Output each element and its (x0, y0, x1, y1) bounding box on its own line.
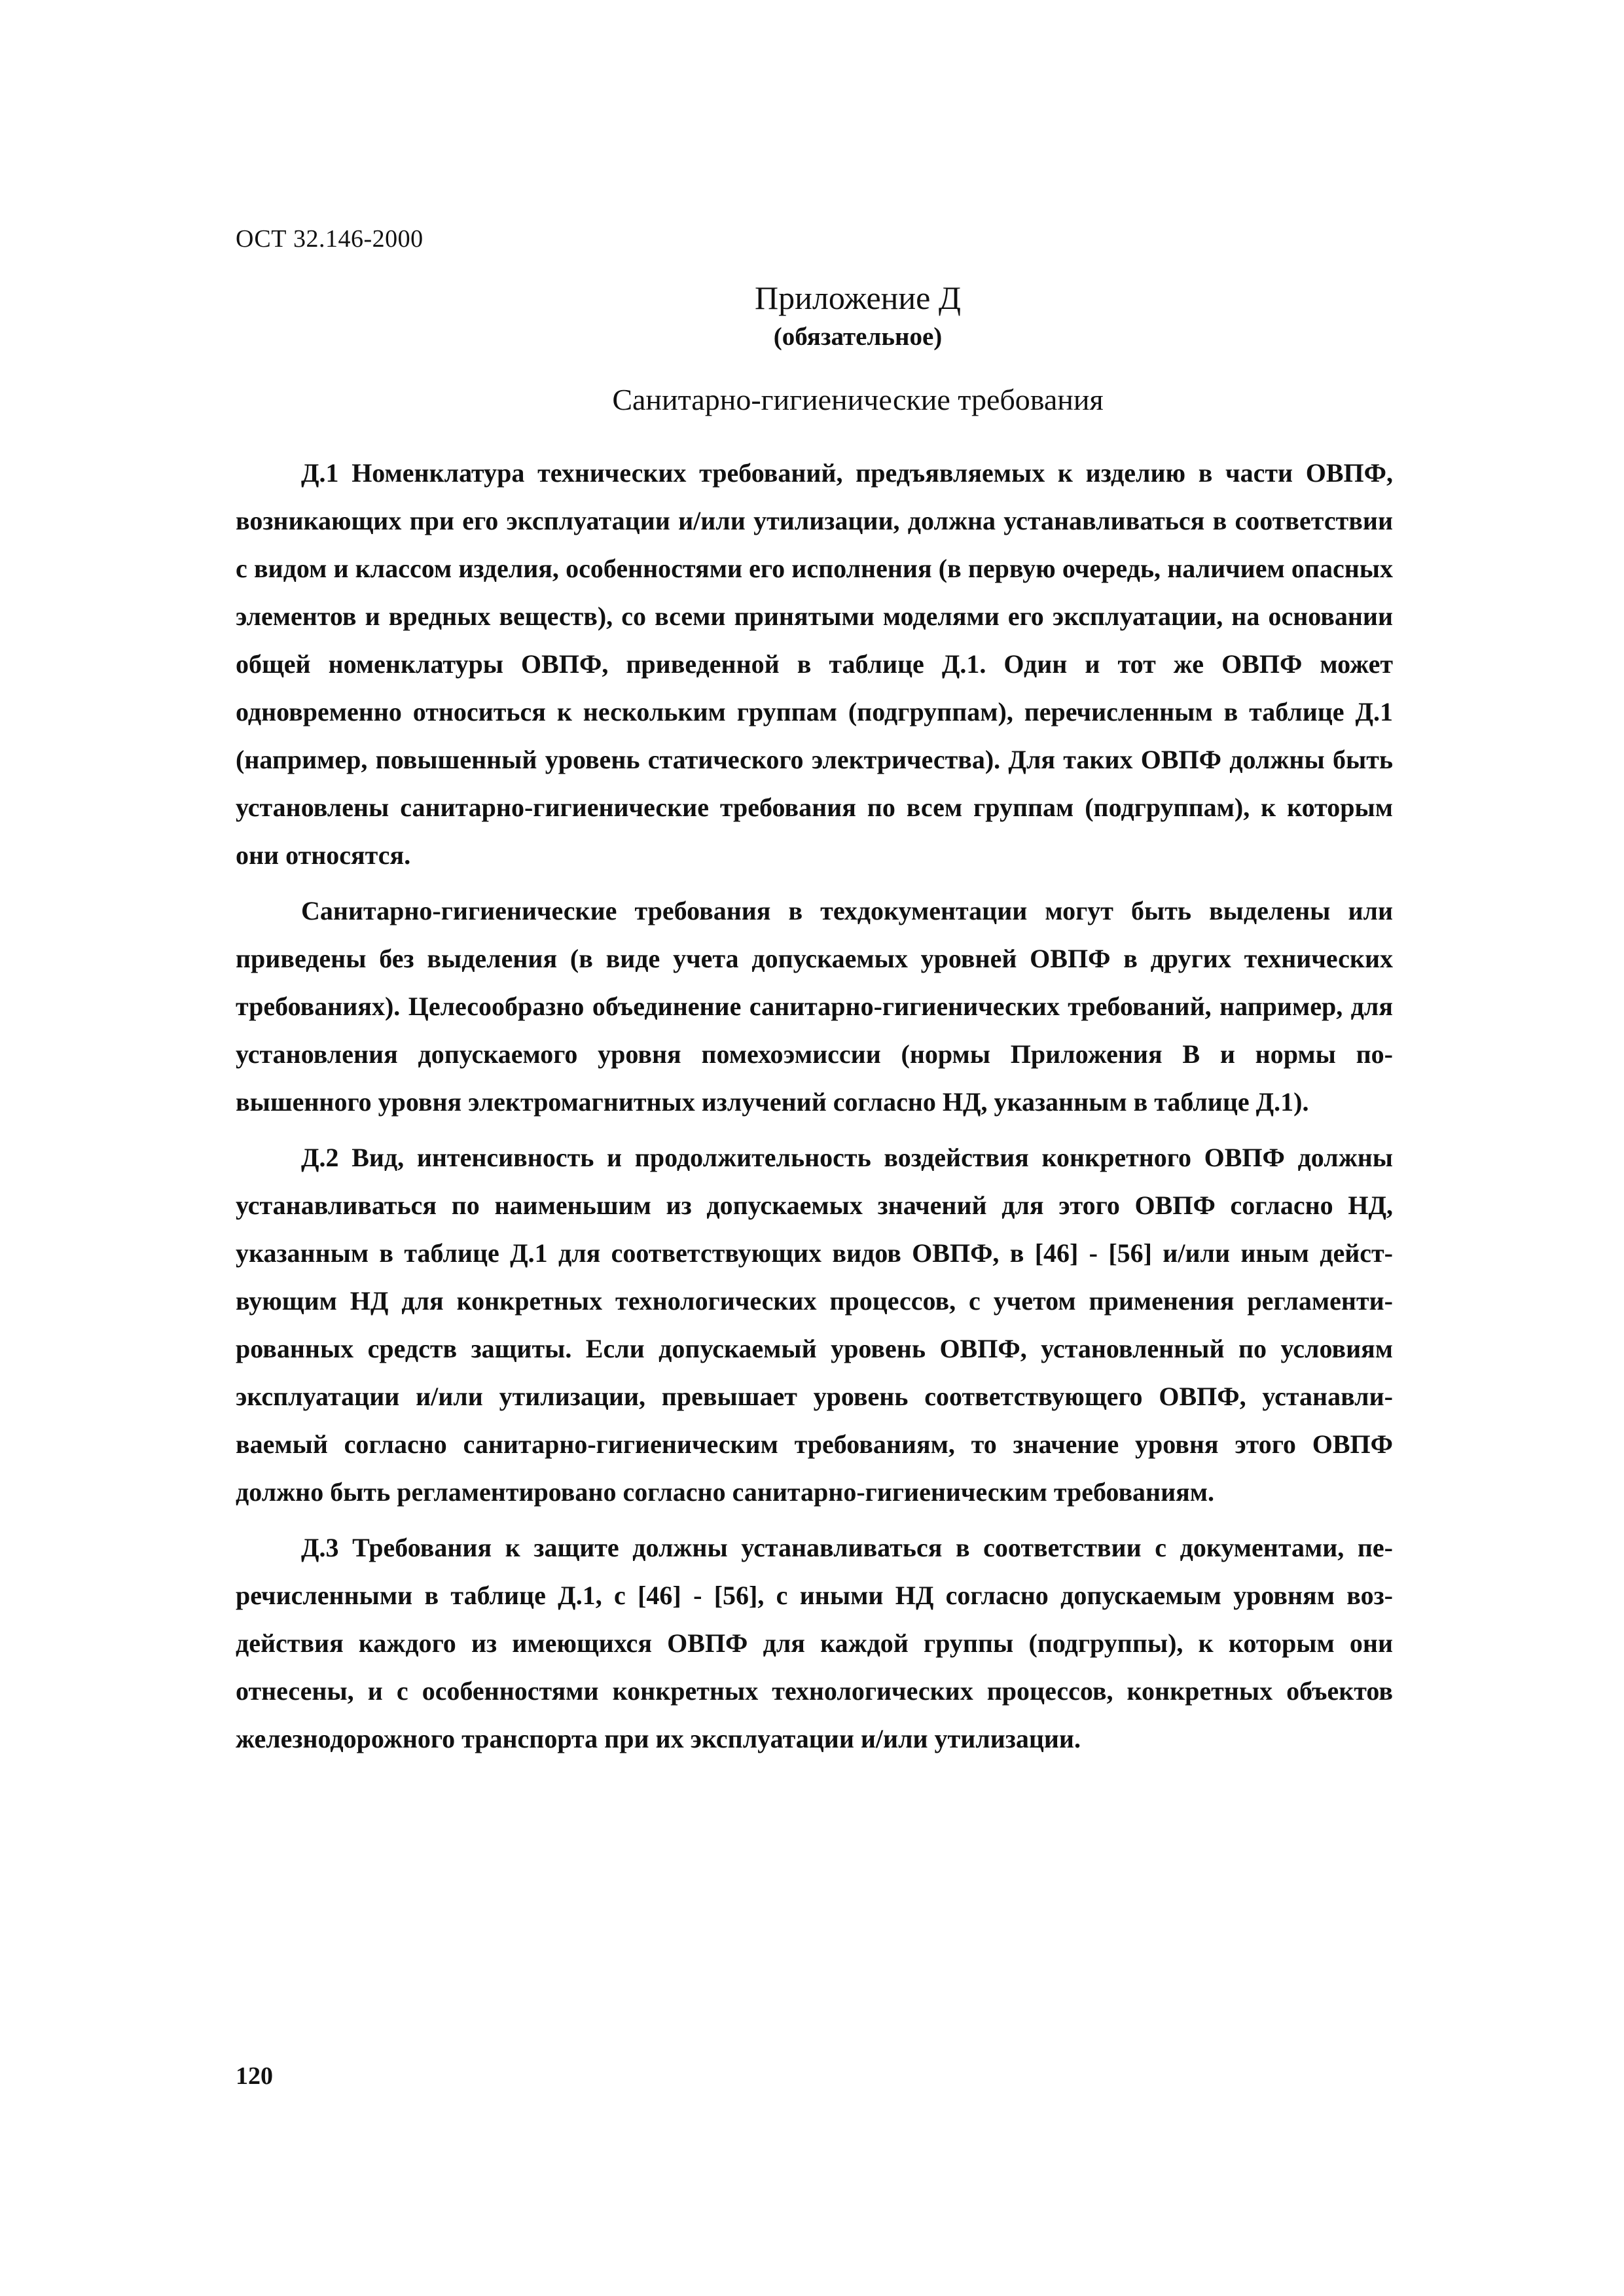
section-title: Санитарно-гигиенические требования (612, 383, 1104, 416)
paragraph-sanitary-requirements: Санитарно-гигиенические требования в техдокументации могут быть выделены или приведены без выделения (в виде учета допускаемых уровней ОВПФ в других технических требованиях). Целесообразно объединение санитарно-гигиенических требований, например, для установления допускаемого уровня помехоэмиссии (нормы Приложения В и нормы повышенного уровня электромагнитных излучений согласно НД, указанным в таблице Д.1). (236, 896, 1393, 1117)
paragraph-d3: Д.3 Требования к защите должны устанавливаться в соответствии с документами, перечисленными в таблице Д.1, с [46] - [56], с иными НД согласно допускаемым уровням воздействия каждого из имеющихся ОВПФ для каждой группы (подгруппы), к которым они отнесены, и с особенностями конкретных технологических процессов, конкретных объектов железнодорожного транспорта при их эксплуатации и/или утилизации. (236, 1533, 1393, 1753)
body-text (236, 449, 1393, 1770)
annex-status: (обязательное) (773, 323, 943, 351)
annex-title: Приложение Д (755, 279, 961, 316)
page-number: 120 (236, 2062, 273, 2090)
document-code: ОСТ 32.146-2000 (236, 225, 424, 253)
paragraph-d2: Д.2 Вид, интенсивность и продолжительность воздействия конкретного ОВПФ должны устанавливаться по наименьшим из допускаемых значений для этого ОВПФ согласно НД, указанным в таблице Д.1 для соответствующих видов ОВПФ, в [46] - [56] и/или иным действующим НД для конкретных технологических процессов, с учетом применения регламентированных средств защиты. Если допускаемый уровень ОВПФ, установленный по условиям эксплуатации и/или утилизации, превышает уровень соответствующего ОВПФ, устанавливаемый согласно санитарно-гигиеническим требованиям, то значение уровня этого ОВПФ должно быть регламентировано согласно санитарно-гигиеническим требованиям. (236, 1143, 1393, 1507)
paragraph-d1: Д.1 Номенклатура технических требований, предъявляемых к изделию в части ОВПФ, возникающих при его эксплуатации и/или утилизации, должна устанавливаться в соответствии с видом и классом изделия, особенностями его исполнения (в первую очередь, наличием опасных элементов и вредных веществ), со всеми принятыми моделями его эксплуатации, на основании общей номенклатуры ОВПФ, приведенной в таблице Д.1. Один и тот же ОВПФ может одновременно относиться к нескольким группам (подгруппам), перечисленным в таблице Д.1 (например, повышенный уровень статического электричества). Для таких ОВПФ должны быть установлены санитарно-гигиенические требования по всем группам (подгруппам), к которым они относятся. (236, 458, 1393, 870)
